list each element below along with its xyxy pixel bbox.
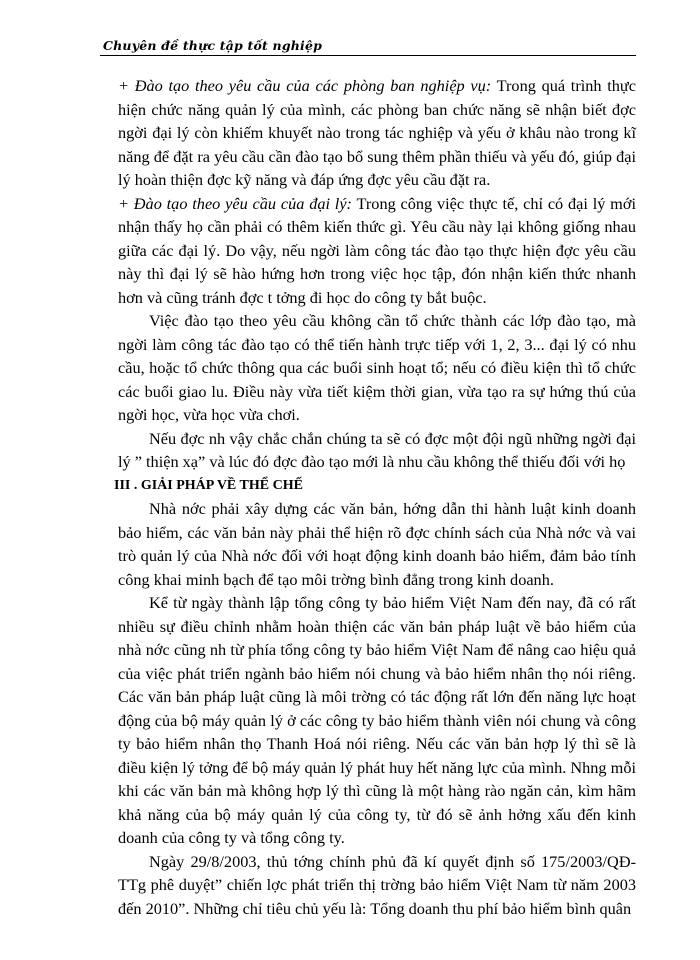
paragraph-lead-italic: + Đào tạo theo yêu cầu của đại lý: xyxy=(118,193,352,213)
paragraph-text: Trong quá trình thực hiện chức năng quản lý của mình, các phòng ban chức năng sẽ nhận biết đợc ngời đại lý còn khiếm khuyết nào trong tác nghiệp và yếu ở khâu nào trong kĩ năng để đặt ra yêu cầu cần đào tạo bổ sung thêm phần thiếu và yếu đó, giúp đại lý hoàn thiện đợc kỹ năng và đáp ứng đợc yêu cầu đặt ra. xyxy=(118,76,636,189)
document-body xyxy=(114,74,636,920)
paragraph-lead-italic: + Đào tạo theo yêu cầu của các phòng ban nghiệp vụ: xyxy=(118,76,492,95)
header-divider xyxy=(100,55,636,56)
paragraph-training-method: Việc đào tạo theo yêu cầu không cần tổ chức thành các lớp đào tạo, mà ngời làm công tác đào tạo có thể tiến hành trực tiếp với 1, 2, 3... đại lý có nhu cầu, hoặc tổ chức thông qua các buổi sinh hoạt tổ; nếu có điều kiện thì tổ chức các buổi giao lu. Điều này vừa tiết kiệm thời gian, vừa tạo ra sự hứng thú của ngời học, vừa học vừa chơi. xyxy=(118,311,636,424)
page-header-title: Chuyên đề thực tập tốt nghiệp xyxy=(103,38,323,53)
paragraph-state-regulation: Nhà nớc phải xây dựng các văn bản, hớng dẫn thi hành luật kinh doanh bảo hiểm, các văn bản này phải thể hiện rõ đợc chính sách của Nhà nớc và vai trò quản lý của Nhà nớc đối với hoạt động kinh doanh bảo hiểm, đảm bảo tính công khai minh bạch để tạo môi trờng bình đẳng trong kinh doanh. xyxy=(118,499,636,589)
section-heading: III . GIẢI PHÁP VỀ THỂ CHẾ xyxy=(114,477,303,493)
paragraph-legal-environment: Kể từ ngày thành lập tổng công ty bảo hiểm Việt Nam đến nay, đã có rất nhiều sự điều chỉnh nhằm hoàn thiện các văn bản pháp luật về bảo hiểm của nhà nớc cũng nh từ phía tổng công ty bảo hiểm Việt Nam để nâng cao hiệu quả của việc phát triển ngành bảo hiểm nói chung và bảo hiểm nhân thọ nói riêng. Các văn bản pháp luật cũng là môi trờng có tác động rất lớn đến năng lực hoạt động của bộ máy quản lý ở các công ty bảo hiểm thành viên nói chung và công ty bảo hiểm nhân thọ Thanh Hoá nói riêng. Nếu các văn bản hợp lý thì sẽ là điều kiện lý tởng để bộ máy quản lý phát huy hết năng lực của mình. Nhng mỗi khi các văn bản mà không hợp lý thì cũng là một hàng rào ngăn cản, kìm hãm khả năng của bộ máy quản lý của công ty, từ đó sẽ ảnh hởng xấu đến kinh doanh của công ty và tổng công ty. xyxy=(118,593,636,847)
paragraph-training-by-agent xyxy=(118,192,636,310)
paragraph-decision-175: Ngày 29/8/2003, thủ tớng chính phủ đã kí quyết định số 175/2003/QĐ-TTg phê duyệt” chiến lợc phát triển thị trờng bảo hiểm Việt Nam từ năm 2003 đến 2010”. Những chỉ tiêu chủ yếu là: Tổng doanh thu phí bảo hiểm bình quân xyxy=(118,851,636,918)
paragraph-training-by-department xyxy=(118,74,636,192)
paragraph-text: Trong công việc thực tế, chỉ có đại lý mới nhận thấy họ cần phải có thêm kiến thức gì. Yêu cầu này lại không giống nhau giữa các đại lý. Do vậy, nếu ngời làm công tác đào tạo thực hiện đợc yêu cầu này thì đại lý sẽ hào hứng hơn trong việc học tập, đón nhận kiến thức nhanh hơn và cũng tránh đợc t tởng đi học do công ty bắt buộc. xyxy=(118,193,636,307)
paragraph-training-outcome: Nếu đợc nh vậy chắc chắn chúng ta sẽ có đợc một đội ngũ những ngời đại lý ” thiện xạ” và lúc đó đợc đào tạo mới là nhu cầu không thể thiếu đối với họ xyxy=(118,428,636,471)
